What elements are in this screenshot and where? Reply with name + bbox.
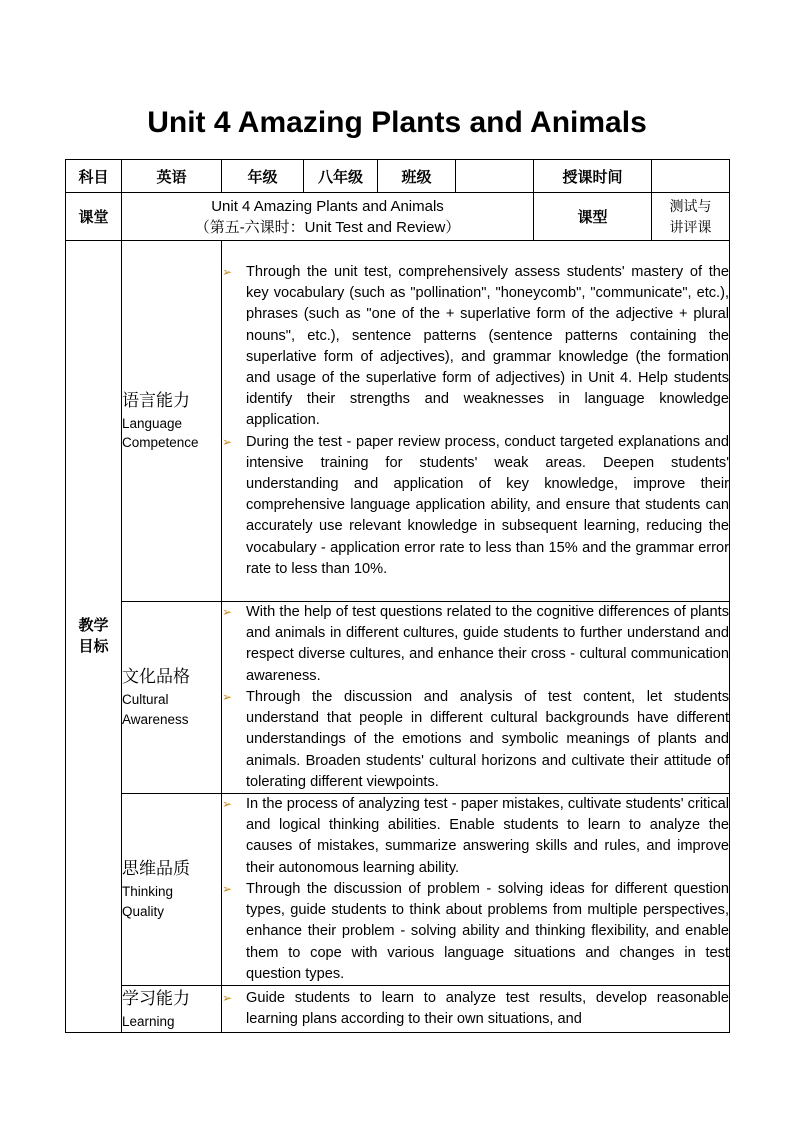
category-thinking [122,794,222,986]
objective-content-learning [222,986,730,1033]
category-en-line1: Language [122,415,183,431]
subject-label: 科目 [66,160,122,193]
lesson-title-line1: Unit 4 Amazing Plants and Animals [211,197,444,215]
category-language [122,241,222,602]
category-cultural [122,602,222,794]
list-item: ➢ During the test - paper review process, conduct targeted explanations and intensive training for students' weak areas. Deepen students' understanding and application of key knowledge, improve their comprehensive language application ability, and ensure that students can accurately use relevant knowledge in subsequent learning, reducing the vocabulary - application error rate to less than 15% and the grammar error rate to less than 10%. [222,433,730,577]
category-learning [122,986,222,1033]
lesson-type-line1: 测试与 [669,197,712,214]
objective-row-language [66,241,730,602]
objective-row-thinking [66,794,730,986]
subject-value: 英语 [122,160,222,193]
category-en-line1: Cultural [122,692,169,707]
class-value [456,160,534,193]
header-row [66,160,730,193]
arrow-bullet-icon: ➢ [222,797,233,812]
category-cn: 思维品质 [122,859,190,878]
list-item: ➢ With the help of test questions related to the cognitive differences of plants and animals in different cultures, guide students to further understand and respect diverse cultures, and enhance their cross - cultural communication awareness. [222,604,730,684]
lesson-type-label: 课型 [534,193,652,241]
lesson-type-line2: 讲评课 [669,218,712,235]
lesson-title-line2: （第五-六课时：Unit Test and Review） [194,218,461,236]
category-cn: 学习能力 [122,989,190,1008]
objectives-label-line2: 目标 [78,638,109,656]
time-label: 授课时间 [534,160,652,193]
category-en-line2: Competence [122,435,199,450]
list-item: ➢ In the process of analyzing test - paper mistakes, cultivate students' critical and logical thinking abilities. Enable students to learn to analyze the causes of mistakes, summarize answering skills and rules, and improve their autonomous learning ability. [222,796,730,876]
arrow-bullet-icon: ➢ [222,264,233,279]
list-item: ➢ Through the discussion and analysis of test content, let students understand that people in different cultural backgrounds have different understandings of the emotions and symbolic meanings of plants and animals. Broaden students' cultural horizons and cultivate their attitude of tolerating different viewpoints. [222,688,730,790]
lesson-title [122,193,534,241]
objective-content-cultural [222,602,730,794]
grade-label: 年级 [222,160,304,193]
objective-content-language [222,241,730,602]
time-value [652,160,730,193]
objective-row-cultural [66,602,730,794]
document-title: Unit 4 Amazing Plants and Animals [147,106,647,139]
category-en-line1: Thinking [122,884,174,899]
lesson-type-value [652,193,730,241]
objectives-label-line1: 教学 [78,617,109,635]
list-item: ➢ Guide students to learn to analyze test results, develop reasonable learning plans according to their own situations, and [222,989,730,1027]
objectives-label [66,241,122,1033]
category-en-line1: Learning [122,1014,175,1029]
category-en-line2: Quality [122,903,165,919]
category-cn: 文化品格 [122,667,190,686]
category-cn: 语言能力 [122,390,190,410]
arrow-bullet-icon: ➢ [222,689,233,704]
category-en-line2: Awareness [122,711,189,727]
arrow-bullet-icon: ➢ [222,881,233,896]
lesson-plan-table [65,159,730,1033]
list-item: ➢ Through the discussion of problem - solving ideas for different question types, guide students to think about problems from multiple perspectives, enhance their problem - solving ability and thinking flexibility, and enable them to cope with various language situations and changes in test question types. [222,880,730,982]
objective-content-thinking [222,794,730,986]
lesson-row [66,193,730,241]
arrow-bullet-icon: ➢ [222,434,233,449]
grade-value: 八年级 [304,160,378,193]
arrow-bullet-icon: ➢ [222,605,233,620]
arrow-bullet-icon: ➢ [222,990,233,1005]
objective-row-learning [66,986,730,1033]
list-item: ➢ Through the unit test, comprehensively assess students' mastery of the key vocabulary (such as "pollination", "honeycomb", "communicate", etc.), phrases (such as "one of the + superlative form of the adjective + plural nouns", etc.), sentence patterns (sentence patterns containing the superlative form of adjectives), and grammar knowledge (the formation and usage of the superlative form of adjectives) in Unit 4. Help students identify their strengths and weaknesses in language knowledge application. [222,263,730,429]
class-label: 班级 [378,160,456,193]
lesson-label: 课堂 [66,193,122,241]
